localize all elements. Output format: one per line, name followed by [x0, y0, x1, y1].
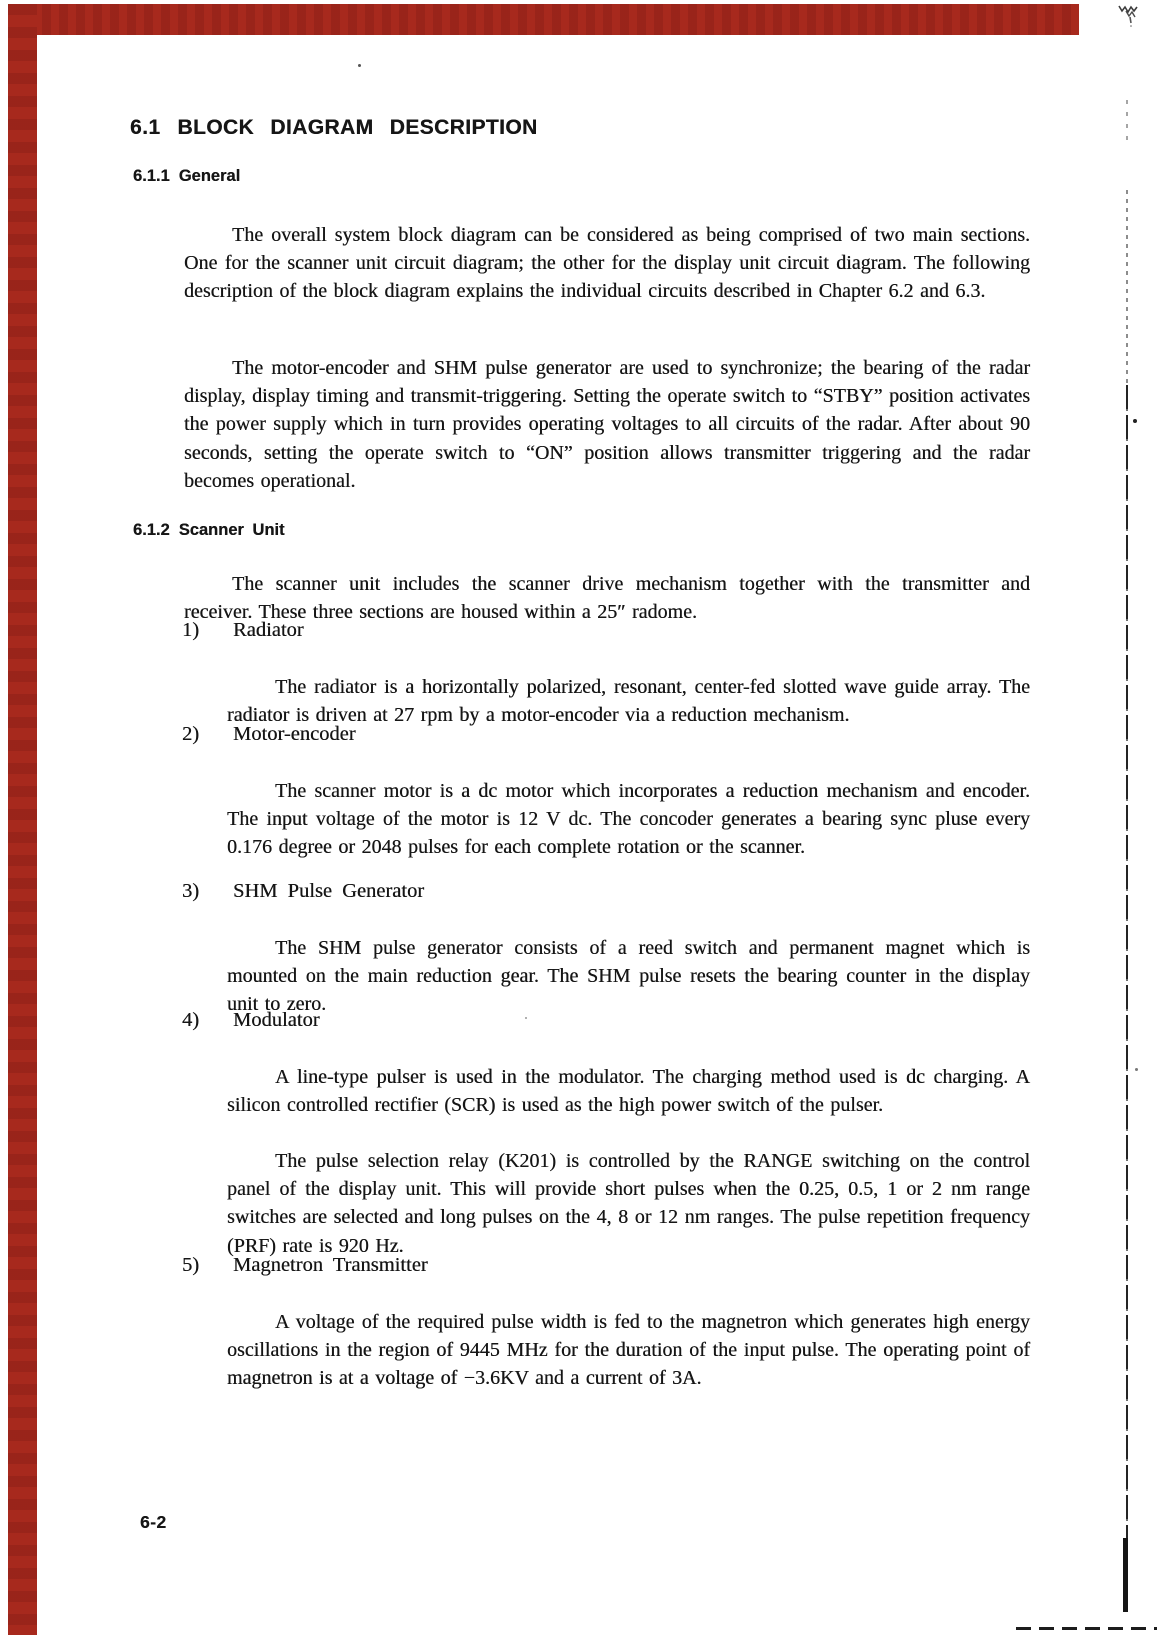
scan-edge-line-upper: [1126, 190, 1128, 385]
item-number: 1): [182, 619, 200, 641]
item-title: Magnetron Transmitter: [233, 1254, 428, 1276]
general-paragraph-1: The overall system block diagram can be considered as being comprised of two main sections. One for the scanner unit circuit diagram; the other for the display unit circuit diagram. The following description of the block diagram explains the individual circuits described in Chapter 6.2 and 6.3.: [184, 224, 1030, 303]
subsection-title: General: [178, 167, 241, 185]
section-number: 6.1: [130, 116, 161, 139]
radiator-paragraph: The radiator is a horizontally polarized, resonant, center-fed slotted wave guide array. The radiator is driven at 27 rpm by a motor-encoder via a reduction mechanism.: [227, 676, 1030, 727]
magnetron-paragraph: A voltage of the required pulse width is fed to the magnetron which generates high energy oscillations in the region of 9445 MHz for the duration of the input pulse. The operating point of magnetron is at a voltage of −3.6KV and a current of 3A.: [227, 1311, 1030, 1390]
item-number: 3): [182, 880, 200, 902]
item-title: Radiator: [233, 619, 304, 641]
speck-artifact: [1133, 419, 1137, 423]
ink-smudge-mark: [1116, 2, 1144, 28]
red-tape-top-edge: [8, 4, 1079, 35]
list-item-magnetron-transmitter: [182, 1251, 428, 1279]
motor-encoder-paragraph: The scanner motor is a dc motor which incorporates a reduction mechanism and encoder. The input voltage of the motor is 12 V dc. The concoder generates a bearing sync pluse every 0.176 degree or 2048 pulses for each complete rotation or the scanner.: [227, 780, 1030, 859]
list-item-radiator: [182, 616, 304, 644]
speck-artifact: [525, 1017, 527, 1019]
list-item-modulator: [182, 1006, 320, 1034]
speck-artifact: [358, 64, 361, 67]
page-number: 6-2: [140, 1512, 167, 1532]
modulator-paragraph-2: The pulse selection relay (K201) is controlled by the RANGE switching on the control panel of the display unit. This will provide short pulses when the 0.25, 0.5, 1 or 2 nm range switches are selected and long pulses on the 4, 8 or 12 nm ranges. The pulse repetition frequency (PRF) rate is 920 Hz.: [227, 1150, 1030, 1257]
shm-paragraph: The SHM pulse generator consists of a reed switch and permanent magnet which is mounted on the main reduction gear. The SHM pulse resets the bearing counter in the display unit to zero.: [227, 937, 1030, 1016]
section-heading: [130, 116, 538, 140]
item-title: Motor-encoder: [233, 723, 356, 745]
section-title: BLOCK DIAGRAM DESCRIPTION: [177, 116, 538, 139]
item-number: 2): [182, 723, 200, 745]
item-number: 4): [182, 1009, 200, 1031]
subsection-number: 6.1.2: [133, 521, 170, 539]
subsection-general-heading: [133, 167, 240, 186]
item-title: Modulator: [233, 1009, 320, 1031]
subsection-number: 6.1.1: [133, 167, 170, 185]
modulator-paragraph-1: A line-type pulser is used in the modulator. The charging method used is dc charging. A silicon controlled rectifier (SCR) is used as the high power switch of the pulser.: [227, 1066, 1030, 1117]
scan-edge-line-bottom: [1123, 1538, 1128, 1612]
general-paragraph-2: The motor-encoder and SHM pulse generator are used to synchronize; the bearing of the radar display, display timing and transmit-triggering. Setting the operate switch to “STBY” position activates the power supply which in turn provides operating voltages to all circuits of the radar. After about 90 seconds, setting the operate switch to “ON” position allows transmitter triggering and the radar becomes operational.: [184, 357, 1030, 492]
list-item-motor-encoder: [182, 720, 356, 748]
scan-edge-dots: [1126, 100, 1128, 148]
scan-edge-line-main: [1126, 385, 1128, 1538]
item-title: SHM Pulse Generator: [233, 880, 425, 902]
scan-edge-dashed-line-bottom: [1016, 1627, 1157, 1630]
red-tape-left-edge: [8, 4, 37, 1635]
subsection-scanner-heading: [133, 521, 284, 540]
scanner-intro-paragraph: The scanner unit includes the scanner drive mechanism together with the transmitter and receiver. These three sections are housed within a 25″ radome.: [184, 573, 1030, 624]
speck-artifact: [1135, 1068, 1138, 1071]
item-number: 5): [182, 1254, 200, 1276]
subsection-title: Scanner Unit: [178, 521, 285, 539]
list-item-shm-pulse-generator: [182, 877, 424, 905]
